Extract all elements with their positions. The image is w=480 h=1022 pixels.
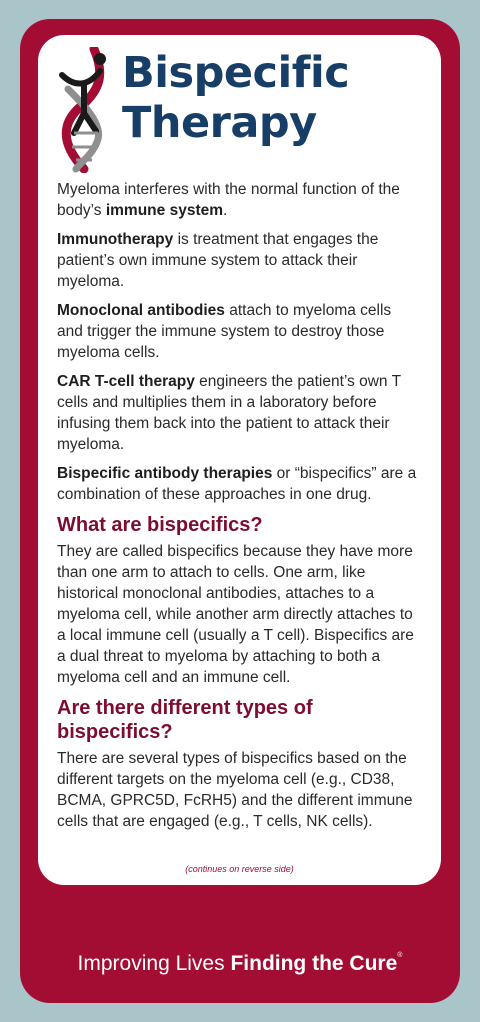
section-heading-types: Are there different types of bispecifics?	[57, 697, 313, 743]
section-body-what: They are called bispecifics because they have more than one arm to attach to cells. One arm, like historical monoclonal antibodies, attaches to a myeloma cell, while another arm directly attaches to a local immune cell (usually a T cell). Bispecifics are a dual threat to myeloma by attaching to both a myeloma cell and an immune cell.	[57, 543, 414, 686]
tagline-regular: Improving Lives	[77, 952, 231, 975]
monoclonal-paragraph: Monoclonal antibodies attach to myeloma cells and trigger the immune system to destroy those myeloma cells.	[57, 302, 392, 361]
car-t-paragraph: CAR T-cell therapy engineers the patient’s own T cells and multiplies them in a laboratory before infusing them back into the patient to attack their myeloma.	[57, 373, 401, 453]
title-line-2: Therapy	[122, 98, 317, 148]
title-line-1: Bispecific	[122, 48, 350, 98]
continues-note: (continues on reverse side)	[185, 864, 294, 874]
dna-person-icon	[54, 47, 112, 173]
registered-mark: ®	[397, 952, 403, 959]
section-body-types: There are several types of bispecifics based on the different targets on the myeloma cell (e.g., CD38, BCMA, GPRC5D, FcRH5) and the different immune cells that are engaged (e.g., T cells, NK cells).	[57, 750, 413, 830]
main-content	[57, 179, 417, 840]
page-title	[122, 48, 349, 148]
intro-paragraph: Myeloma interferes with the normal function of the body’s immune system.	[57, 181, 400, 219]
tagline-bold: Finding the Cure	[230, 952, 398, 975]
immunotherapy-paragraph: Immunotherapy is treatment that engages the patient’s own immune system to attack their myeloma.	[57, 231, 379, 290]
section-heading-what: What are bispecifics?	[57, 514, 263, 536]
footer-tagline	[20, 952, 460, 976]
bispecific-paragraph: Bispecific antibody therapies or “bispecifics” are a combination of these approaches in one drug.	[57, 465, 417, 503]
